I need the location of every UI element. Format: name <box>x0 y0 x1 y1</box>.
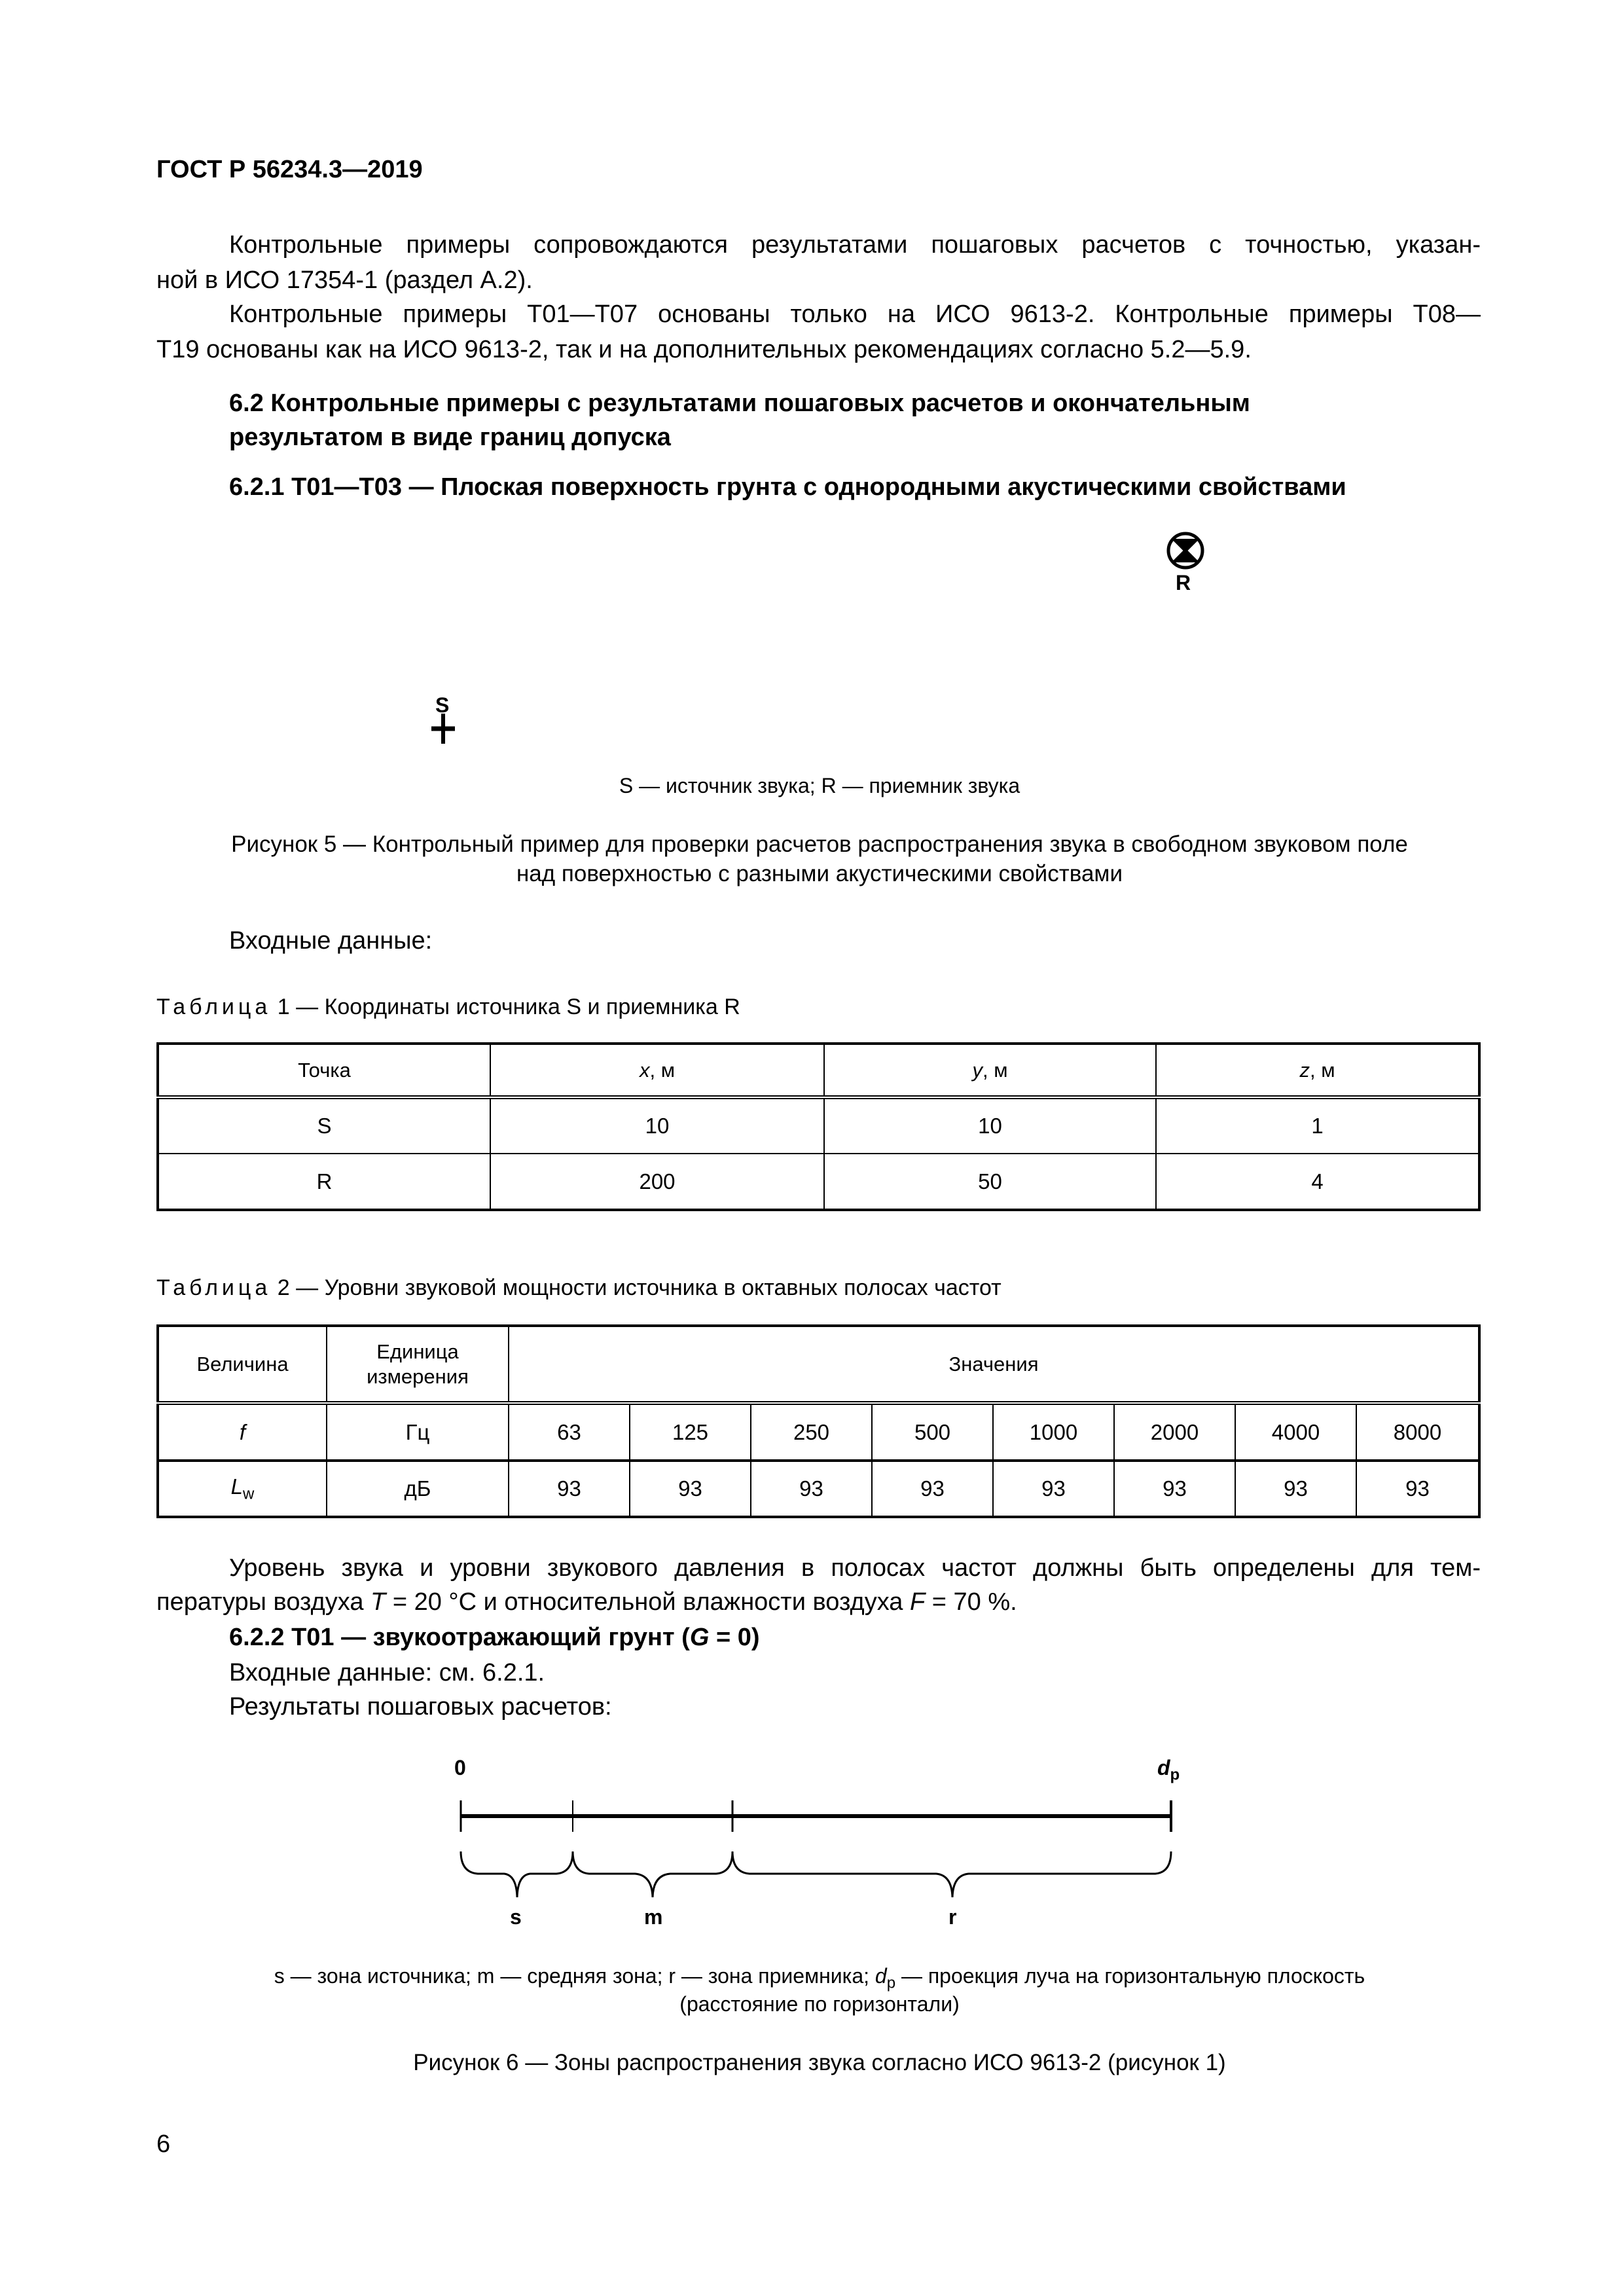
cell-value: 8000 <box>1356 1403 1479 1461</box>
cell-z: 1 <box>1156 1097 1479 1154</box>
table-2-caption <box>156 1273 1001 1302</box>
subscript: p <box>1170 1766 1180 1784</box>
header-values: Значения <box>509 1326 1479 1403</box>
table-row-frequency <box>158 1403 1479 1461</box>
cell-x: 200 <box>490 1154 824 1210</box>
var-y: y <box>972 1058 983 1082</box>
text: = 0) <box>709 1624 760 1651</box>
header-x <box>490 1044 824 1097</box>
var-T: T <box>370 1588 386 1616</box>
cell-value: 63 <box>509 1403 630 1461</box>
var-d: d <box>1157 1756 1170 1779</box>
header-point: Точка <box>158 1044 490 1097</box>
cell-value: 1000 <box>993 1403 1114 1461</box>
var-x: x <box>639 1058 650 1082</box>
cell-value: 2000 <box>1114 1403 1235 1461</box>
table-header-row <box>158 1044 1479 1097</box>
table-2-caption-prefix: Таблица <box>156 1275 272 1300</box>
cell-value: 4000 <box>1235 1403 1356 1461</box>
table-2-caption-text: 2 — Уровни звуковой мощности источника в октавных полосах частот <box>277 1275 1001 1300</box>
cell-y: 50 <box>824 1154 1156 1210</box>
quantity-symbol: L <box>230 1474 243 1499</box>
intro-paragraph-2-line-1: Контрольные примеры Т01—Т07 основаны только на ИСО 9613-2. Контрольные примеры Т08— <box>229 301 1481 328</box>
var-z: z <box>1299 1058 1310 1082</box>
source-label: S <box>435 693 450 717</box>
zones-diagram <box>452 1794 1185 1905</box>
receiver-label: R <box>1176 571 1191 594</box>
header-z <box>1156 1044 1479 1097</box>
text: s — зона источника; m — средняя зона; r — зона приемника; <box>274 1964 875 1988</box>
cell-point: S <box>158 1097 490 1154</box>
brace-source-zone <box>461 1851 573 1897</box>
text: 6.2.2 Т01 — звукоотражающий грунт ( <box>229 1624 690 1651</box>
receiver-symbol-icon <box>1165 530 1206 571</box>
text: = 70 %. <box>925 1588 1017 1616</box>
unit: , м <box>982 1058 1008 1082</box>
section-6-2-heading-line-2: результатом в виде границ допуска <box>229 424 671 451</box>
table-1-caption <box>156 993 740 1021</box>
figure-6-legend-line-2: (расстояние по горизонтали) <box>679 1992 960 2016</box>
figure-5-legend: S — источник звука; R — приемник звука <box>619 774 1020 797</box>
text: — проекция луча на горизонтальную плоскость <box>895 1964 1365 1988</box>
input-data-label: Входные данные: <box>229 927 433 955</box>
figure-5-caption-line-1: Рисунок 5 — Контрольный пример для проверки расчетов распространения звука в свободном звуковом поле <box>231 831 1408 857</box>
table-row <box>158 1097 1479 1154</box>
table-header-row <box>158 1326 1479 1403</box>
header-y <box>824 1044 1156 1097</box>
cell-value: 93 <box>1356 1461 1479 1517</box>
cell-value: 93 <box>993 1461 1114 1517</box>
cell-value: 500 <box>872 1403 993 1461</box>
section-6-2-heading-line-1: 6.2 Контрольные примеры с результатами пошаговых расчетов и окончательным <box>229 390 1250 417</box>
header-quantity: Величина <box>158 1326 327 1403</box>
table-2-sound-power <box>156 1324 1481 1518</box>
origin-label: 0 <box>454 1756 466 1779</box>
cell-value: 93 <box>1235 1461 1356 1517</box>
intro-paragraph-2-line-2: Т19 основаны как на ИСО 9613-2, так и на дополнительных рекомендациях согласно 5.2—5.9. <box>156 336 1252 363</box>
var-F: F <box>910 1588 926 1616</box>
figure-5-caption-line-2: над поверхностью с разными акустическими свойствами <box>516 861 1123 886</box>
unit: , м <box>1309 1058 1335 1082</box>
zone-label-s: s <box>510 1905 522 1929</box>
table-1-caption-text: 1 — Координаты источника S и приемника R <box>277 994 740 1019</box>
header-unit-line-2: измерения <box>367 1364 469 1388</box>
var-d: d <box>875 1964 887 1988</box>
cell-unit: дБ <box>327 1461 509 1517</box>
text: пературы воздуха <box>156 1588 371 1616</box>
document-id-header: ГОСТ Р 56234.3—2019 <box>156 156 423 183</box>
table-1-caption-prefix: Таблица <box>156 994 272 1019</box>
table-row-level <box>158 1461 1479 1517</box>
cell-point: R <box>158 1154 490 1210</box>
intro-paragraph-1-line-2: ной в ИСО 17354-1 (раздел А.2). <box>156 266 533 294</box>
header-unit <box>327 1326 509 1403</box>
header-unit-line-1: Единица <box>376 1339 459 1363</box>
cell-quantity <box>158 1403 327 1461</box>
quantity-symbol: f <box>239 1419 246 1444</box>
cell-unit: Гц <box>327 1403 509 1461</box>
cell-value: 125 <box>630 1403 751 1461</box>
subscript: p <box>886 1974 896 1992</box>
page-number: 6 <box>156 2130 171 2158</box>
cell-value: 93 <box>509 1461 630 1517</box>
section-6-2-2-heading <box>229 1620 760 1655</box>
cell-value: 250 <box>751 1403 872 1461</box>
source-symbol-icon <box>429 714 457 744</box>
zone-label-m: m <box>644 1905 663 1929</box>
end-label <box>1157 1753 1180 1789</box>
cell-value: 93 <box>872 1461 993 1517</box>
cell-x: 10 <box>490 1097 824 1154</box>
cell-value: 93 <box>630 1461 751 1517</box>
conditions-line-1: Уровень звука и уровни звукового давления в полосах частот должны быть определены для тем- <box>229 1554 1481 1582</box>
brace-middle-zone <box>573 1851 732 1897</box>
zone-label-r: r <box>948 1905 957 1929</box>
cell-value: 93 <box>1114 1461 1235 1517</box>
figure-6-caption: Рисунок 6 — Зоны распространения звука согласно ИСО 9613-2 (рисунок 1) <box>413 2050 1226 2075</box>
cell-quantity <box>158 1461 327 1517</box>
quantity-subscript: w <box>243 1485 255 1503</box>
table-row <box>158 1154 1479 1210</box>
section-6-2-1-heading: 6.2.1 Т01—Т03 — Плоская поверхность грунта с однородными акустическими свойствами <box>229 473 1346 501</box>
cell-z: 4 <box>1156 1154 1479 1210</box>
input-data-reference: Входные данные: см. 6.2.1. <box>229 1659 545 1686</box>
text: = 20 °С и относительной влажности воздуха <box>386 1588 910 1616</box>
cell-y: 10 <box>824 1097 1156 1154</box>
intro-paragraph-1-line-1: Контрольные примеры сопровождаются результатами пошаговых расчетов с точностью, указан- <box>229 231 1481 259</box>
var-G: G <box>689 1624 710 1651</box>
brace-receiver-zone <box>732 1851 1171 1897</box>
unit: , м <box>649 1058 676 1082</box>
stepwise-results-label: Результаты пошаговых расчетов: <box>229 1693 612 1721</box>
cell-value: 93 <box>751 1461 872 1517</box>
conditions-line-2 <box>156 1584 1017 1620</box>
table-1-coordinates <box>156 1042 1481 1211</box>
